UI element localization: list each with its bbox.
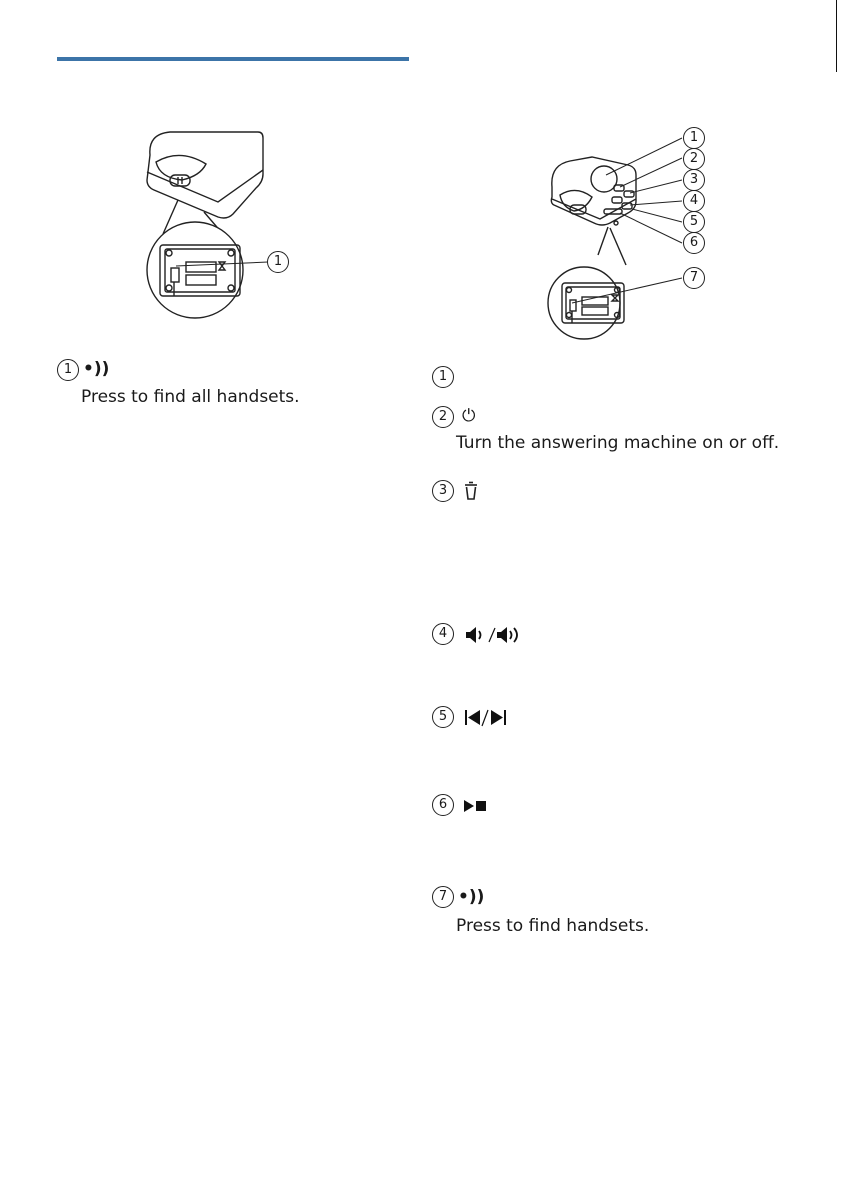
- base-callout-1: 1: [683, 127, 705, 149]
- paging-icon: •)): [458, 887, 485, 907]
- base-callout-4: 4: [683, 190, 705, 212]
- legend-description: Turn the answering machine on or off.: [456, 433, 780, 453]
- base-callout-2: 2: [683, 148, 705, 170]
- legend-number: 2: [432, 406, 454, 428]
- legend-number: 7: [432, 886, 454, 908]
- page-edge-line: [836, 0, 837, 72]
- legend-number: 4: [432, 623, 454, 645]
- base-callout-3: 3: [683, 169, 705, 191]
- charger-illustration: [130, 120, 300, 335]
- base-station-illustration: [540, 125, 690, 350]
- legend-number: 5: [432, 706, 454, 728]
- legend-number: 1: [57, 359, 79, 381]
- volume-down-up-icon: [465, 624, 531, 646]
- base-callout-6: 6: [683, 232, 705, 254]
- legend-number: 6: [432, 794, 454, 816]
- legend-number: 3: [432, 480, 454, 502]
- section-rule: [57, 57, 409, 61]
- legend-description: Press to find all handsets.: [81, 387, 300, 407]
- base-callout-5: 5: [683, 211, 705, 233]
- legend-description: Press to find handsets.: [456, 916, 650, 936]
- skip-back-forward-icon: [464, 708, 510, 728]
- paging-icon: •)): [83, 359, 110, 379]
- play-stop-icon: [463, 798, 489, 814]
- delete-icon: [463, 481, 479, 501]
- power-icon: ⏻: [462, 406, 476, 426]
- legend-number: 1: [432, 366, 454, 388]
- charger-callout-1: 1: [267, 251, 289, 273]
- base-callout-7: 7: [683, 267, 705, 289]
